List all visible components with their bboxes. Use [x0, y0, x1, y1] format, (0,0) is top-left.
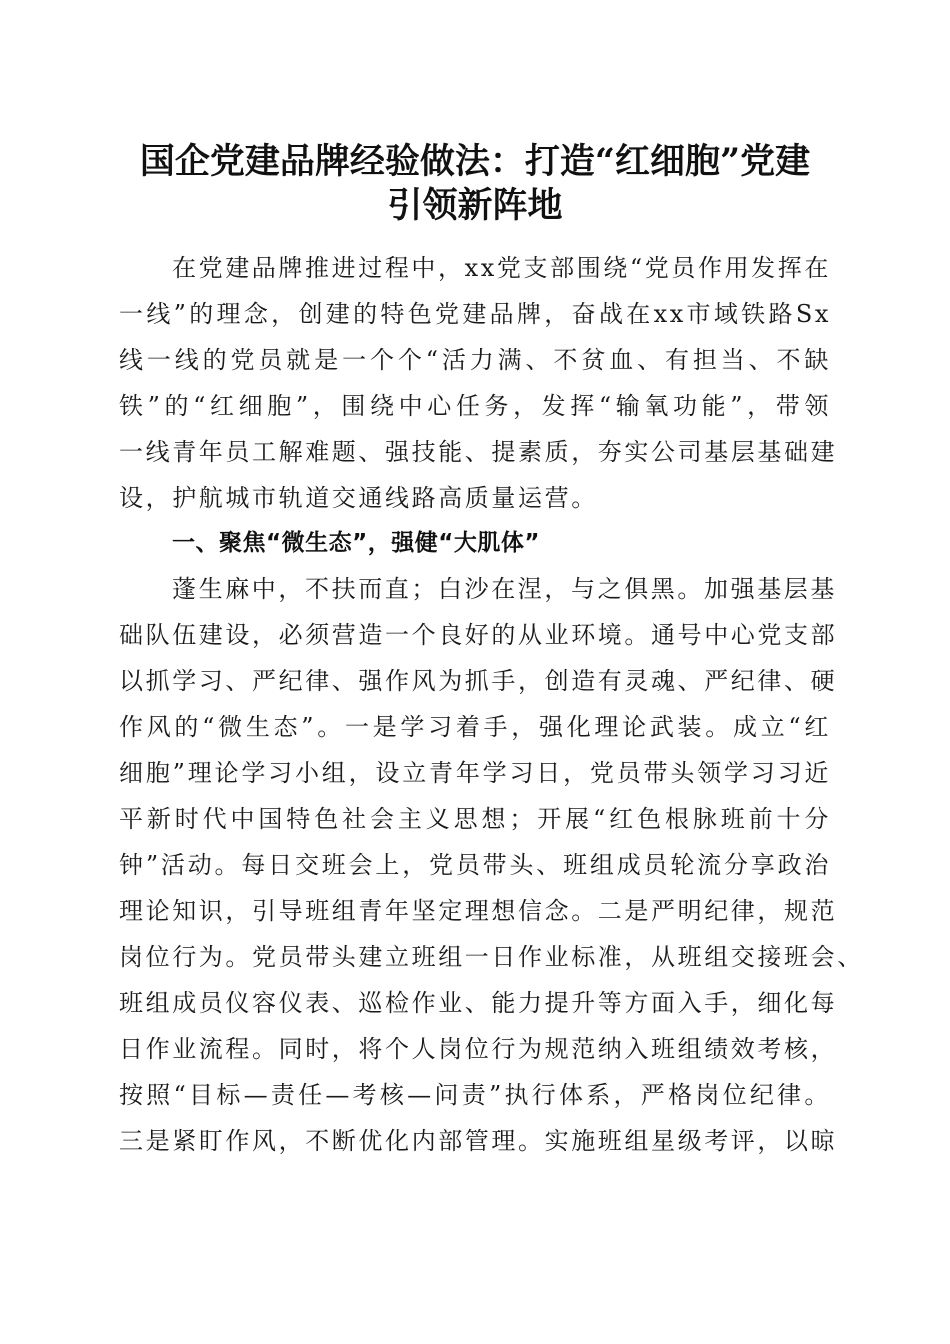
paragraph-2-line-5: 细胞”理论学习小组，设立青年学习日，党员带头领学习习近: [119, 759, 831, 787]
paragraph-2-line-9: 岗位行为。党员带头建立班组一日作业标准，从班组交接班会、: [119, 943, 864, 971]
paragraph-1-line-1: 在党建品牌推进过程中，xx党支部围绕“党员作用发挥在: [172, 254, 831, 282]
paragraph-2-line-10: 班组成员仪容仪表、巡检作业、能力提升等方面入手，细化每: [119, 989, 838, 1017]
paragraph-2-line-1: 蓬生麻中，不扶而直；白沙在涅，与之俱黑。加强基层基: [172, 575, 837, 603]
paragraph-2-line-12: 按照“目标—责任—考核—问责”执行体系，严格岗位纪律。: [119, 1081, 831, 1109]
paragraph-2-line-11: 日作业流程。同时，将个人岗位行为规范纳入班组绩效考核，: [119, 1035, 838, 1063]
paragraph-2-line-3: 以抓学习、严纪律、强作风为抓手，创造有灵魂、严纪律、硬: [119, 667, 838, 695]
paragraph-2-line-8: 理论知识，引导班组青年坚定理想信念。二是严明纪律，规范: [119, 897, 838, 925]
paragraph-2-line-7: 钟”活动。每日交班会上，党员带头、班组成员轮流分享政治: [119, 851, 831, 879]
paragraph-1-line-5: 一线青年员工解难题、强技能、提素质，夯实公司基层基础建: [119, 438, 838, 466]
paragraph-2-line-13: 三是紧盯作风，不断优化内部管理。实施班组星级考评，以晾: [119, 1127, 838, 1155]
section-1-heading: 一、聚焦“微生态”，强健“大肌体”: [172, 530, 540, 556]
paragraph-1-line-4: 铁”的“红细胞”，围绕中心任务，发挥“输氧功能”，带领: [119, 392, 831, 420]
paragraph-2-line-4: 作风的“微生态”。一是学习着手，强化理论武装。成立“红: [119, 713, 831, 741]
paragraph-2-line-6: 平新时代中国特色社会主义思想；开展“红色根脉班前十分: [119, 805, 831, 833]
paragraph-1-line-6: 设，护航城市轨道交通线路高质量运营。: [119, 484, 598, 512]
document-title-line-2: 引领新阵地: [387, 185, 563, 226]
document-title-line-1: 国企党建品牌经验做法：打造“红细胞”党建: [139, 141, 811, 182]
paragraph-1-line-3: 线一线的党员就是一个个“活力满、不贫血、有担当、不缺: [119, 346, 831, 374]
paragraph-2-line-2: 础队伍建设，必须营造一个良好的从业环境。通号中心党支部: [119, 621, 838, 649]
paragraph-1-line-2: 一线”的理念，创建的特色党建品牌，奋战在xx市域铁路Sx: [119, 300, 831, 328]
